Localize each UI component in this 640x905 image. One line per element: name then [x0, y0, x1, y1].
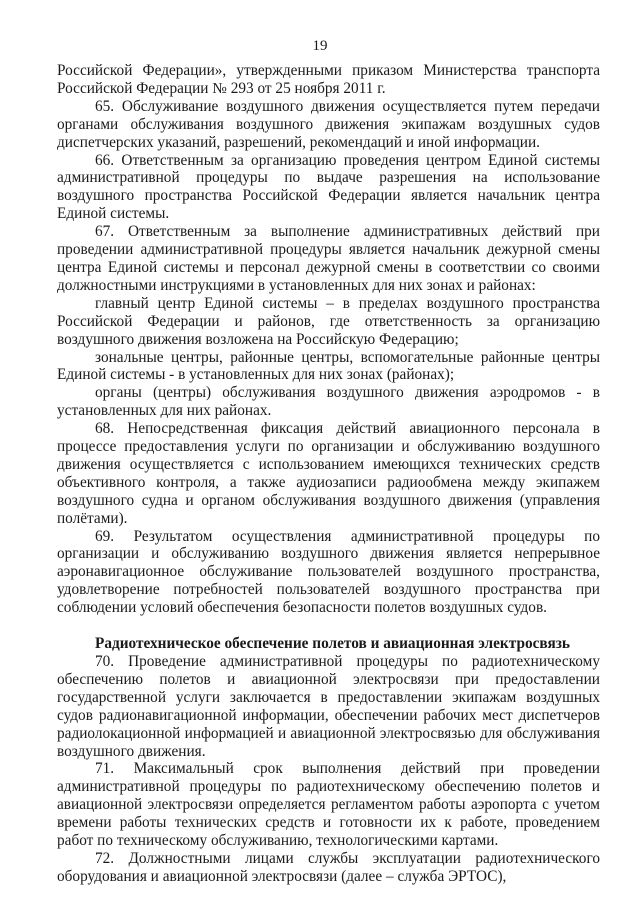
paragraph: 67. Ответственным за выполнение административных действий при проведении административной процедуры является начальник дежурной смены центра Единой системы и персонал дежурной смены в соответствии со своими должностными инструкциями в установленных для них зонах и районах: [57, 223, 600, 294]
body-text-after [57, 653, 600, 886]
page-number: 19 [312, 38, 328, 54]
paragraph: 65. Обслуживание воздушного движения осуществляется путем передачи органами обслуживания воздушного движения экипажам воздушных судов диспетчерских указаний, разрешений, рекомендаций и иной информации. [57, 97, 600, 151]
paragraph: 70. Проведение административной процедуры по радиотехническому обеспечению полетов и авиационной электросвязи при предоставлении государственной услуги заключается в предоставлении экипажам воздушных судов радионавигационной информации, обеспечении рабочих мест диспетчеров радиолокационной информацией и авиационной электросвязью для обслуживания воздушного движения. [57, 653, 600, 760]
page-content [57, 62, 600, 886]
paragraph: органы (центры) обслуживания воздушного движения аэродромов - в установленных для них районах. [57, 384, 600, 420]
section-heading: Радиотехническое обеспечение полетов и авиационная электросвязь [95, 635, 570, 653]
paragraph: Российской Федерации», утвержденными приказом Министерства транспорта Российской Федерации № 293 от 25 ноября 2011 г. [57, 62, 600, 97]
paragraph: главный центр Единой системы – в пределах воздушного пространства Российской Федерации и районов, где ответственность за организацию воздушного движения возложена на Российскую Федерацию; [57, 294, 600, 348]
paragraph: 69. Результатом осуществления административной процедуры по организации и обслуживанию воздушного движения является непрерывное аэронавигационное обслуживание пользователей воздушного пространства, удовлетворение потребностей пользователей воздушного пространства при соблюдении условий обеспечения безопасности полетов воздушных судов. [57, 527, 600, 617]
paragraph: 68. Непосредственная фиксация действий авиационного персонала в процессе предоставления услуги по организации и обслуживанию воздушного движения осуществляется с использованием имеющихся технических средств объективного контроля, а также аудиозаписи радиообмена между экипажем воздушного судна и органом обслуживания воздушного движения (управления полётами). [57, 420, 600, 527]
paragraph: зональные центры, районные центры, вспомогательные районные центры Единой системы - в установленных для них зонах (районах); [57, 348, 600, 384]
paragraph: 66. Ответственным за организацию проведения центром Единой системы административной процедуры по выдаче разрешения на использование воздушного пространства Российской Федерации является начальник центра Единой системы. [57, 151, 600, 223]
paragraph: 72. Должностными лицами службы эксплуатации радиотехнического оборудования и авиационной электросвязи (далее – служба ЭРТОС), [57, 849, 600, 885]
paragraph: 71. Максимальный срок выполнения действий при проведении административной процедуры по радиотехническому обеспечению полетов и авиационной электросвязи определяется регламентом работы аэропорта с учетом времени работы технических средств и готовности их к работе, проведением работ по техническому обслуживанию, технологическими картами. [57, 760, 600, 850]
body-text-before [57, 62, 600, 617]
